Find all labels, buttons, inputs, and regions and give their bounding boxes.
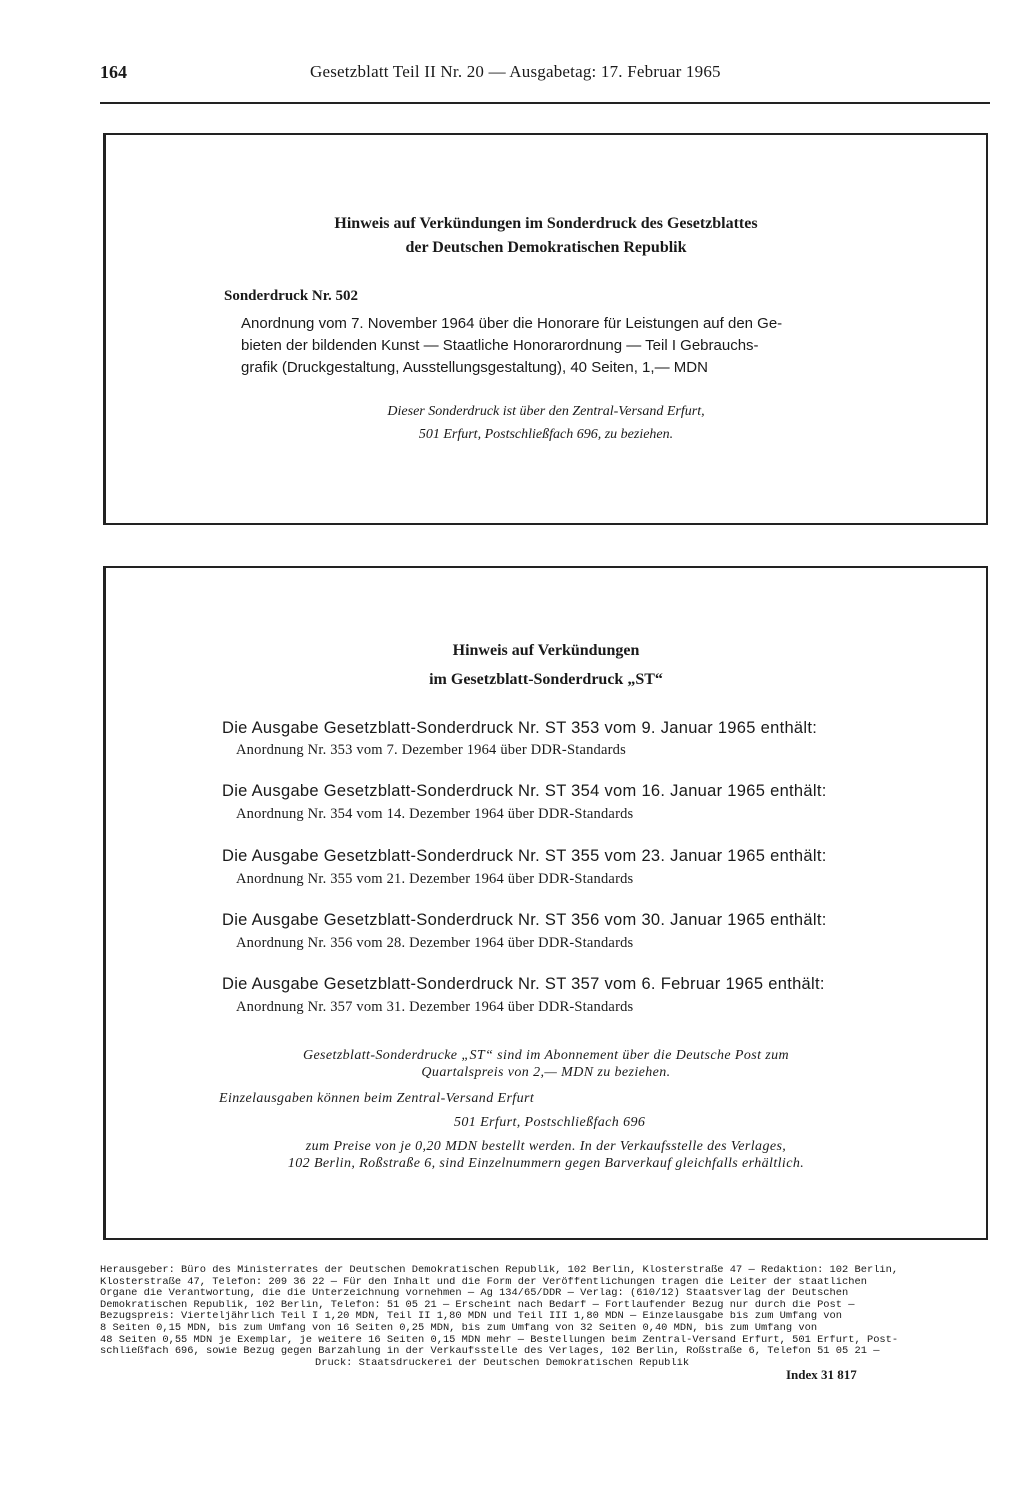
- issue-line: Die Ausgabe Gesetzblatt-Sonderdruck Nr. ST 356 vom 30. Januar 1965 enthält:: [222, 911, 827, 929]
- running-title: Gesetzblatt Teil II Nr. 20 — Ausgabetag: 17. Februar 1965: [310, 62, 721, 81]
- sonderdruck-text-line: Anordnung vom 7. November 1964 über die Honorare für Leistungen auf den Ge-: [241, 315, 783, 332]
- subscription-line-1: Gesetzblatt-Sonderdrucke „ST“ sind im Abonnement über die Deutsche Post zum: [302, 1048, 790, 1063]
- st-title-line-1: Hinweis auf Verkündungen: [452, 642, 640, 659]
- notice-title-line-2: der Deutschen Demokratischen Republik: [405, 239, 687, 256]
- imprint-line: Bezugspreis: Vierteljährlich Teil I 1,20 MDN, Teil II 1,80 MDN und Teil III 1,80 MDN — Einzelausgabe bis zum Umfang von: [100, 1311, 843, 1323]
- druck-line: Druck: Staatsdruckerei der Deutschen Demokratischen Republik: [315, 1357, 690, 1369]
- price-line-1: zum Preise von je 0,20 MDN bestellt werden. In der Verkaufsstelle des Verlages,: [305, 1139, 787, 1154]
- issue-line: Die Ausgabe Gesetzblatt-Sonderdruck Nr. ST 353 vom 9. Januar 1965 enthält:: [222, 719, 818, 737]
- index-number: Index 31 817: [786, 1367, 857, 1382]
- issue-line: Die Ausgabe Gesetzblatt-Sonderdruck Nr. ST 354 vom 16. Januar 1965 enthält:: [222, 782, 827, 800]
- distribution-line-1: Dieser Sonderdruck ist über den Zentral-Versand Erfurt,: [387, 404, 705, 419]
- st-notice-box: [103, 566, 988, 1240]
- imprint-line: schließfach 696, sowie Bezug gegen Barzahlung in der Verkaufsstelle des Verlages, 102 Berlin, Roßstraße 6, Telefon 51 05 21 —: [100, 1346, 880, 1358]
- imprint-line: 8 Seiten 0,15 MDN, bis zum Umfang von 16 Seiten 0,25 MDN, bis zum Umfang von 32 Seiten 0,40 MDN, bis zum Umfang von: [100, 1322, 818, 1334]
- sonderdruck-label: Sonderdruck Nr. 502: [224, 288, 359, 304]
- sonderdruck-text: [241, 313, 891, 379]
- page-number: 164: [100, 62, 127, 82]
- sonderdruck-text-line: grafik (Druckgestaltung, Ausstellungsgestaltung), 40 Seiten, 1,— MDN: [241, 359, 708, 376]
- sonderdruck-notice-box: [103, 133, 988, 525]
- issue-sub-line: Anordnung Nr. 355 vom 21. Dezember 1964 über DDR-Standards: [236, 871, 634, 887]
- single-issue-line-2: 501 Erfurt, Postschließfach 696: [454, 1115, 646, 1130]
- single-issue-line-1: Einzelausgaben können beim Zentral-Versand Erfurt: [219, 1091, 535, 1106]
- issue-sub-line: Anordnung Nr. 357 vom 31. Dezember 1964 über DDR-Standards: [236, 999, 634, 1015]
- issue-line: Die Ausgabe Gesetzblatt-Sonderdruck Nr. ST 355 vom 23. Januar 1965 enthält:: [222, 847, 827, 865]
- price-line-2: 102 Berlin, Roßstraße 6, sind Einzelnummern gegen Barverkauf gleichfalls erhältlich.: [287, 1156, 805, 1171]
- imprint-line: Organe die Verantwortung, die die Unterzeichnung vornehmen — Ag 134/65/DDR — Verlag: (610/12) Staatsverlag der Deutschen: [100, 1288, 849, 1300]
- imprint-line: Herausgeber: Büro des Ministerrates der Deutschen Demokratischen Republik, 102 Berlin, Klosterstraße 47 — Redaktion: 102 Berlin,: [100, 1265, 899, 1276]
- imprint-line: 48 Seiten 0,55 MDN je Exemplar, je weitere 16 Seiten 0,15 MDN mehr — Bestellungen beim Zentral-Versand Erfurt, 501 Erfurt, Post-: [100, 1334, 899, 1346]
- st-title-line-2: im Gesetzblatt-Sonderdruck „ST“: [429, 671, 663, 688]
- page-header: [100, 62, 990, 104]
- distribution-line-2: 501 Erfurt, Postschließfach 696, zu beziehen.: [418, 427, 674, 442]
- issue-sub-line: Anordnung Nr. 354 vom 14. Dezember 1964 über DDR-Standards: [236, 806, 634, 822]
- issue-line: Die Ausgabe Gesetzblatt-Sonderdruck Nr. ST 357 vom 6. Februar 1965 enthält:: [222, 975, 825, 993]
- subscription-line-2: Quartalspreis von 2,— MDN zu beziehen.: [421, 1065, 671, 1080]
- notice-title-line-1: Hinweis auf Verkündungen im Sonderdruck des Gesetzblattes: [334, 215, 758, 232]
- imprint-line: Demokratischen Republik, 102 Berlin, Telefon: 51 05 21 — Erscheint nach Bedarf — Fortlaufender Bezug nur durch die Post —: [100, 1299, 855, 1311]
- sonderdruck-text-line: bieten der bildenden Kunst — Staatliche Honorarordnung — Teil I Gebrauchs-: [241, 337, 759, 354]
- imprint: [100, 1265, 984, 1369]
- issue-sub-line: Anordnung Nr. 356 vom 28. Dezember 1964 über DDR-Standards: [236, 935, 634, 951]
- issue-sub-line: Anordnung Nr. 353 vom 7. Dezember 1964 über DDR-Standards: [236, 742, 626, 758]
- imprint-line: Klosterstraße 47, Telefon: 209 36 22 — Für den Inhalt und die Form der Veröffentlichungen tragen die Leiter der staatlichen: [100, 1276, 867, 1288]
